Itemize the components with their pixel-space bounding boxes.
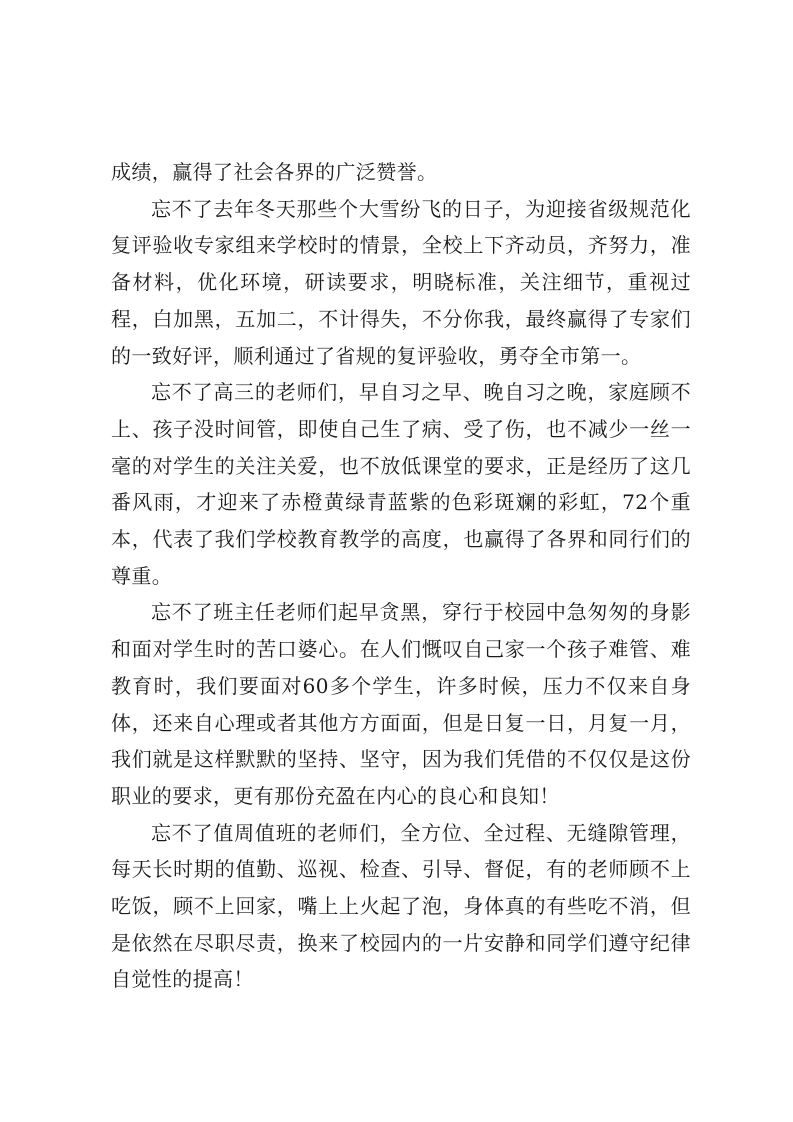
paragraph-senior-teachers: 忘不了高三的老师们，早自习之早、晚自习之晚，家庭顾不上、孩子没时间管，即使自己生了病、受了伤，也不减少一丝一毫的对学生的关注关爱，也不放低课堂的要求，正是经历了这几番风雨，才迎来了赤橙黄绿青蓝紫的色彩斑斓的彩虹，72个重本，代表了我们学校教育教学的高度，也赢得了各界和同行们的尊重。 bbox=[111, 380, 691, 588]
paragraph-expert-review: 忘不了去年冬天那些个大雪纷飞的日子，为迎接省级规范化复评验收专家组来学校时的情景，全校上下齐动员，齐努力，准备材料，优化环境，研读要求，明晓标准，关注细节，重视过程，白加黑，五加二，不计得失，不分你我，最终赢得了专家们的一致好评，顺利通过了省规的复评验收，勇夺全市第一。 bbox=[111, 196, 691, 368]
document-body bbox=[111, 154, 691, 998]
paragraph-class-teachers: 忘不了班主任老师们起早贪黑，穿行于校园中急匆匆的身影和面对学生时的苦口婆心。在人们慨叹自己家一个孩子难管、难教育时，我们要面对60多个学生，许多时候，压力不仅来自身体，还来自心理或者其他方方面面，但是日复一日，月复一月，我们就是这样默默的坚持、坚守，因为我们凭借的不仅仅是这份职业的要求，更有那份充盈在内心的良心和良知！ bbox=[111, 600, 691, 808]
paragraph-continuation: 成绩，赢得了社会各界的广泛赞誉。 bbox=[111, 160, 438, 184]
paragraph-duty-teachers: 忘不了值周值班的老师们，全方位、全过程、无缝隙管理，每天长时期的值勤、巡视、检查、引导、督促，有的老师顾不上吃饭，顾不上回家，嘴上上火起了泡，身体真的有些吃不消，但是依然在尽职尽责，换来了校园内的一片安静和同学们遵守纪律自觉性的提高！ bbox=[111, 820, 691, 992]
